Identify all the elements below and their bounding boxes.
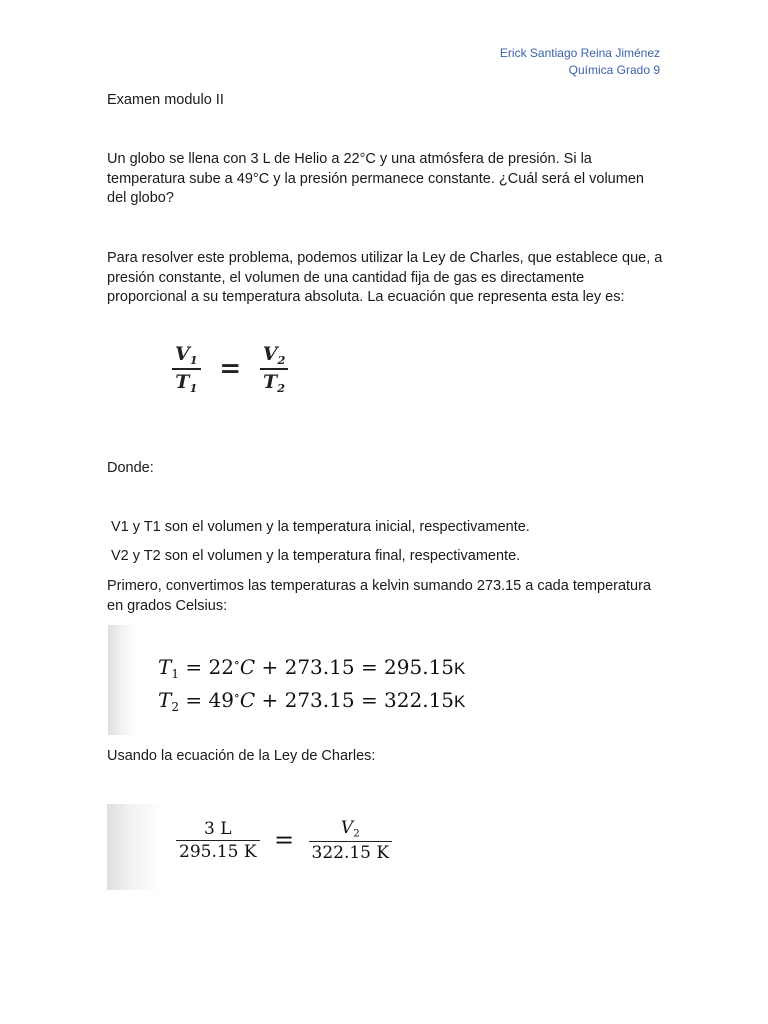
substituted-equation: [176, 818, 392, 863]
definition-final: V2 y T2 son el volumen y la temperatura final, respectivamente.: [111, 548, 521, 564]
charles-law-equation: [172, 343, 288, 395]
conversion-equation-t1: $T_1 = 22^\circ C + 273.15 = 295.15K$: [158, 655, 466, 682]
explanation-paragraph: Para resolver este problema, podemos utilizar la Ley de Charles, que establece que, a presión constante, el volumen de una cantidad fija de gas es directamente proporcional a su temperatura absoluta. La ecuación que representa esta ley es:: [107, 250, 663, 305]
conversion-equation-t2: $T_2 = 49^\circ C + 273.15 = 322.15K$: [158, 688, 466, 715]
definition-initial: V1 y T1 son el volumen y la temperatura inicial, respectivamente.: [111, 519, 530, 535]
document-title: Examen modulo II: [107, 92, 224, 108]
author-name: Erick Santiago Reina Jiménez: [499, 46, 660, 60]
fraction-initial: $\frac{3 L}{295.15 K}$: [176, 819, 260, 862]
document-header: [500, 45, 660, 79]
fraction-v2-t2: $\frac{V_2}{T_2}$: [260, 343, 289, 395]
fraction-final: $\frac{V_2}{322.15 K}$: [309, 818, 393, 863]
equals-sign: =: [274, 826, 295, 855]
using-equation-label: Usando la ecuación de la Ley de Charles:: [107, 748, 376, 764]
conversion-intro: Primero, convertimos las temperaturas a kelvin sumando 273.15 a cada temperatura en grados Celsius:: [107, 578, 652, 614]
course-name: Química Grado 9: [568, 63, 660, 77]
equals-sign: =: [219, 353, 242, 384]
problem-statement: Un globo se llena con 3 L de Helio a 22°C y una atmósfera de presión. Si la temperatura sube a 49°C y la presión permanece constante. ¿Cuál será el volumen del globo?: [107, 151, 644, 206]
donde-label: Donde:: [107, 460, 154, 476]
fraction-v1-t1: $\frac{V_1}{T_1}$: [172, 343, 201, 395]
